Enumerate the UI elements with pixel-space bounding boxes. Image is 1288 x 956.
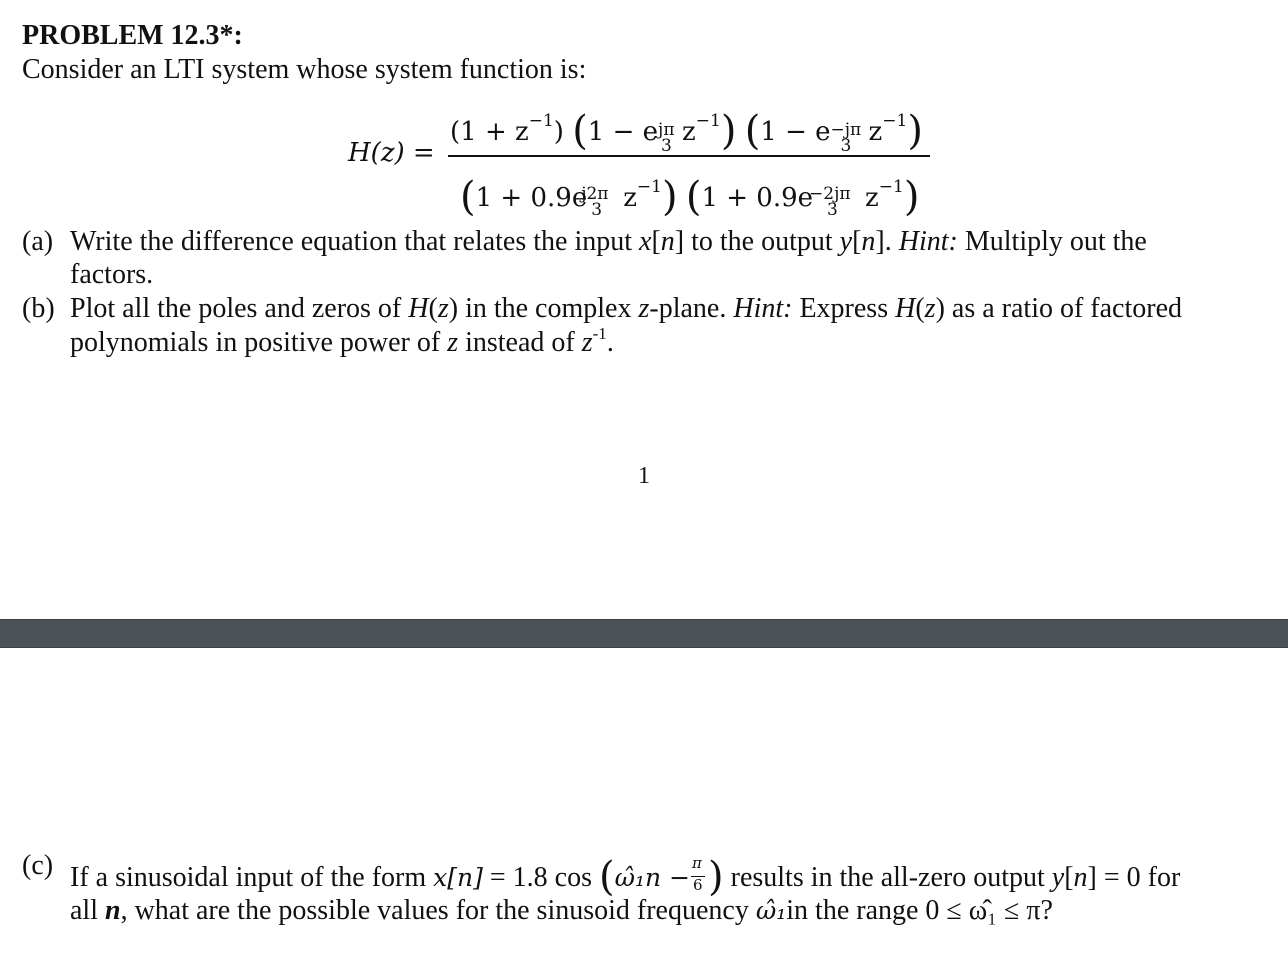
num-factor-2: 1 − e jπ 3 $z^{-1}$ [587, 111, 721, 156]
part-b-line-1: Plot all the poles and zeros of H(z) in the complex z-plane. Hint: Express H(z) as a ratio of factored [70, 293, 1183, 324]
paren-close-icon: ) [907, 108, 923, 154]
part-b-line-2: polynomials in positive power of z instead of $z^{-1}$. [70, 324, 614, 358]
num-factor-1: $(1 + z^{-1})$ [450, 111, 564, 147]
part-c-label: (c) [22, 850, 54, 881]
paren-open-icon: ( [685, 174, 702, 220]
page-number: 1 [638, 463, 650, 489]
problem-title: PROBLEM 12.3*: [22, 20, 243, 51]
part-a-line-1: Write the difference equation that relates the input x[n] to the output y[n]. Hint: Multiply out the [70, 226, 1147, 257]
paren-close-icon: ) [661, 174, 678, 220]
part-c-line-2: all n, what are the possible values for the sinusoid frequency ω̂₁in the range 0 ≤ ω̂₁ ≤ π? [70, 895, 1053, 926]
num-factor-3: 1 − e −jπ 3 $z^{-1}$ [760, 111, 908, 156]
paren-open-icon: ( [599, 854, 615, 900]
paren-close-icon: ) [720, 108, 737, 154]
den-factor-1: 1 + 0.9e j2π 3 $z^{-1}$ [475, 177, 662, 220]
paren-open-icon: ( [572, 108, 588, 154]
part-b-label: (b) [22, 293, 55, 324]
paren-close-icon: ) [708, 854, 724, 900]
part-a-line-2: factors. [70, 259, 154, 290]
part-c-line-1: If a sinusoidal input of the form x[n] = 1.8 cos (ω̂₁n − $\frac{\pi}{6}$ ) results in the all-zero output y[n] = 0 for [70, 854, 1181, 900]
equation-lhs: H(z) = [348, 138, 435, 168]
paren-open-icon: ( [744, 108, 761, 154]
den-factor-2: 1 + 0.9e −2jπ 3 $z^{-1}$ [701, 177, 904, 220]
page-divider [0, 619, 1288, 648]
equation-numerator [450, 104, 923, 156]
paren-open-icon: ( [460, 174, 476, 220]
equation-denominator [460, 170, 920, 220]
part-a-label: (a) [22, 226, 54, 257]
paren-close-icon: ) [903, 174, 920, 220]
fraction-bar [448, 155, 930, 157]
problem-intro: Consider an LTI system whose system function is: [22, 54, 587, 85]
